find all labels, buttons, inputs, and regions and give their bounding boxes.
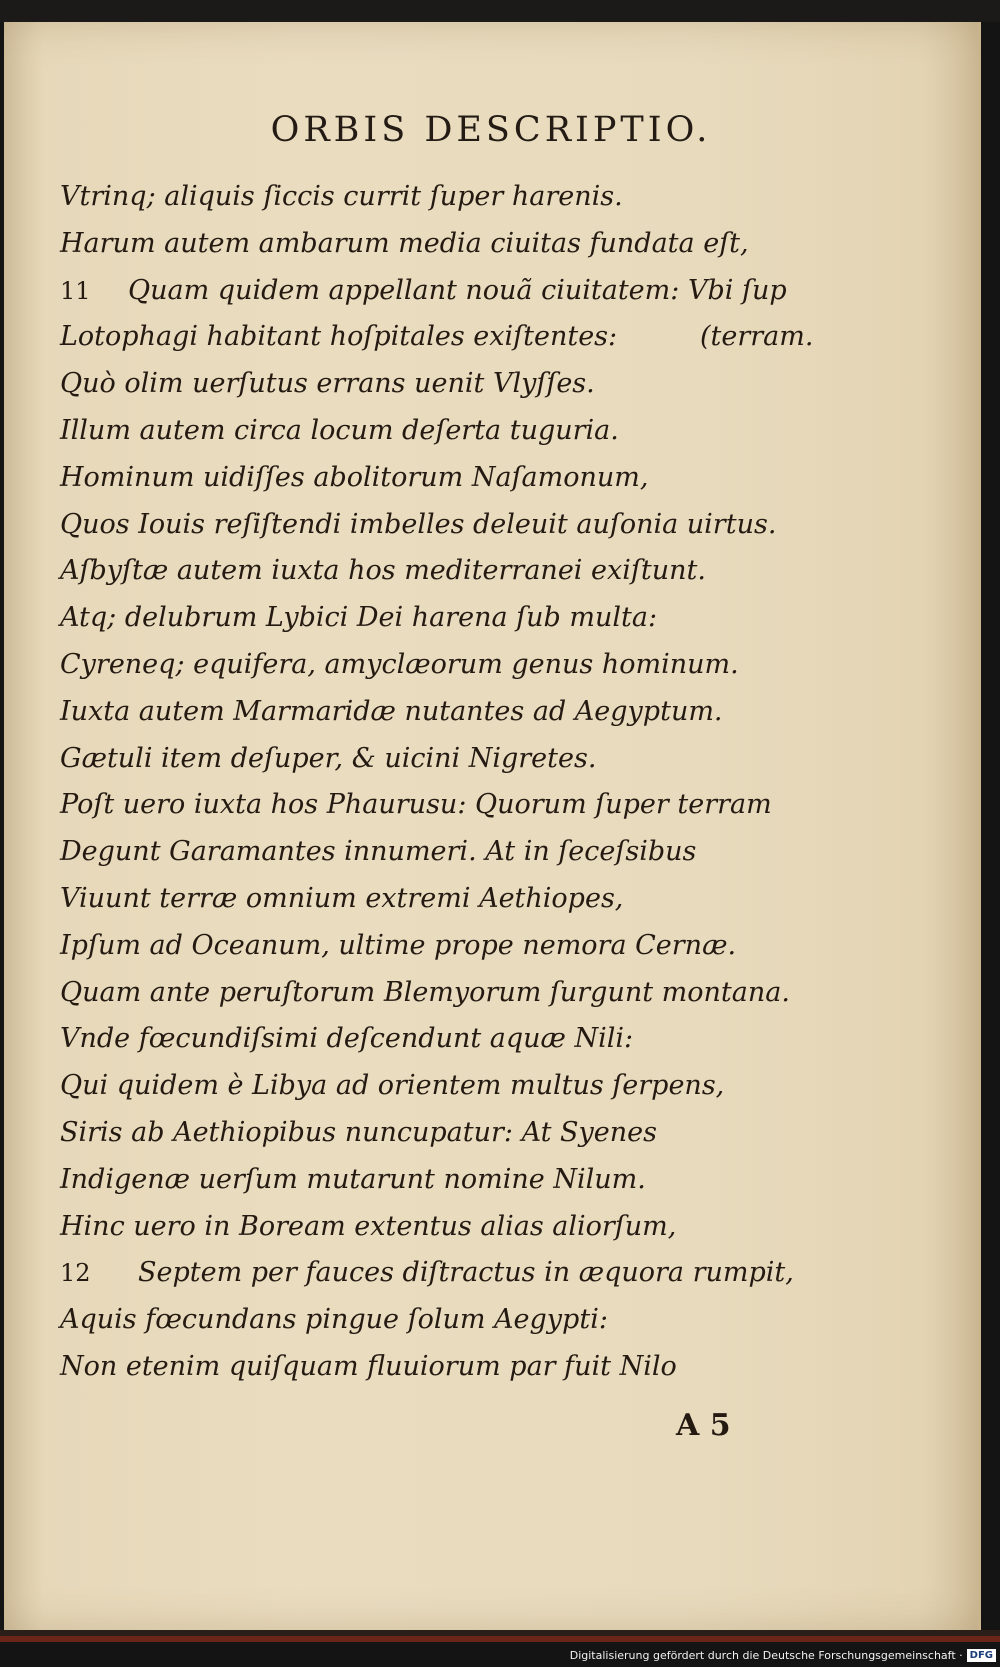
digitization-credit xyxy=(570,1646,996,1664)
verse-line-10 xyxy=(60,595,860,642)
verse-line-6 xyxy=(60,408,860,455)
verse-text: Quam ante peruſtorum Blemyorum ſurgunt montana. xyxy=(60,976,790,1008)
verse-line-18 xyxy=(60,970,860,1017)
verse-line-17 xyxy=(60,923,860,970)
verse-text: Aſbyſtæ autem iuxta hos mediterranei exiſtunt. xyxy=(60,555,706,587)
line-number: 11 xyxy=(60,276,91,305)
verse-line-21 xyxy=(60,1110,860,1157)
verse-text: Quam quidem appellant nouã ciuitatem: Vbi ſup xyxy=(128,274,787,306)
verse-text: Illum autem circa locum deſerta tuguria. xyxy=(60,414,619,446)
verse-text: Quos Iouis reſiſtendi imbelles deleuit auſonia uirtus. xyxy=(60,508,777,540)
verse-text: Viuunt terræ omnium extremi Aethiopes, xyxy=(60,882,624,914)
verse-continuation: (terram. xyxy=(700,321,814,353)
credit-text: Digitalisierung gefördert durch die Deutsche Forschungsgemeinschaft · xyxy=(569,1648,963,1662)
signature-mark: A 5 xyxy=(676,1408,731,1443)
verse-line-7 xyxy=(60,455,860,502)
verse-line-24 xyxy=(60,1250,860,1297)
verse-line-4 xyxy=(60,314,860,361)
verse-line-16 xyxy=(60,876,860,923)
line-number: 12 xyxy=(60,1259,91,1288)
verse-line-1 xyxy=(60,174,860,221)
verse-text: Aquis fœcundans pingue ſolum Aegypti: xyxy=(60,1304,608,1336)
verse-text-block xyxy=(60,174,860,1391)
verse-text: Hinc uero in Boream extentus alias aliorſum, xyxy=(60,1210,677,1242)
verse-line-26 xyxy=(60,1344,860,1391)
verse-line-25 xyxy=(60,1297,860,1344)
top-binding-edge xyxy=(0,0,1000,22)
verse-text: Quò olim uerſutus errans uenit Vlyſſes. xyxy=(60,368,595,400)
verse-text: Vnde fœcundiſsimi deſcendunt aquæ Nili: xyxy=(60,1023,634,1055)
verse-line-8 xyxy=(60,502,860,549)
book-page xyxy=(4,22,981,1630)
verse-line-11 xyxy=(60,642,860,689)
verse-text: Harum autem ambarum media ciuitas fundata eſt, xyxy=(60,227,749,259)
verse-text: Gætuli item deſuper, & uicini Nigretes. xyxy=(60,742,597,774)
verse-line-12 xyxy=(60,689,860,736)
verse-text: Poſt uero iuxta hos Phaurusu: Quorum ſuper terram xyxy=(60,789,772,821)
verse-text: Siris ab Aethiopibus nuncupatur: At Syenes xyxy=(60,1116,658,1148)
verse-line-20 xyxy=(60,1063,860,1110)
verse-line-13 xyxy=(60,736,860,783)
verse-line-22 xyxy=(60,1157,860,1204)
verse-line-3 xyxy=(60,268,860,315)
verse-text: Atq; delubrum Lybici Dei harena ſub multa: xyxy=(60,602,658,634)
verse-text: Ipſum ad Oceanum, ultime prope nemora Cernæ. xyxy=(60,929,737,961)
verse-line-5 xyxy=(60,361,860,408)
verse-line-9 xyxy=(60,548,860,595)
verse-text: Vtrinq; aliquis ſiccis currit ſuper harenis. xyxy=(60,181,623,212)
verse-text: Qui quidem è Libya ad orientem multus ſerpens, xyxy=(60,1070,725,1102)
verse-text: Iuxta autem Marmaridæ nutantes ad Aegyptum. xyxy=(60,695,723,727)
verse-line-19 xyxy=(60,1016,860,1063)
verse-text: Cyreneq; equifera, amyclæorum genus hominum. xyxy=(60,648,739,680)
verse-line-2 xyxy=(60,221,860,268)
verse-line-23 xyxy=(60,1204,860,1251)
verse-text: Septem per fauces diſtractus in æquora rumpit, xyxy=(138,1257,794,1289)
verse-text: Hominum uidiſſes abolitorum Naſamonum, xyxy=(60,461,649,493)
verse-text: Indigenæ uerſum mutarunt nomine Nilum. xyxy=(60,1163,646,1195)
dfg-logo-icon: DFG xyxy=(967,1649,996,1662)
verse-line-14 xyxy=(60,782,860,829)
running-head: ORBIS DESCRIPTIO. xyxy=(270,110,712,150)
verse-text: Non etenim quiſquam fluuiorum par fuit Nilo xyxy=(60,1350,677,1382)
verse-text: Lotophagi habitant hoſpitales exiſtentes: xyxy=(60,321,618,353)
verse-text: Degunt Garamantes innumeri. At in ſeceſsibus xyxy=(60,836,697,868)
red-page-edge xyxy=(0,1636,1000,1642)
verse-line-15 xyxy=(60,829,860,876)
